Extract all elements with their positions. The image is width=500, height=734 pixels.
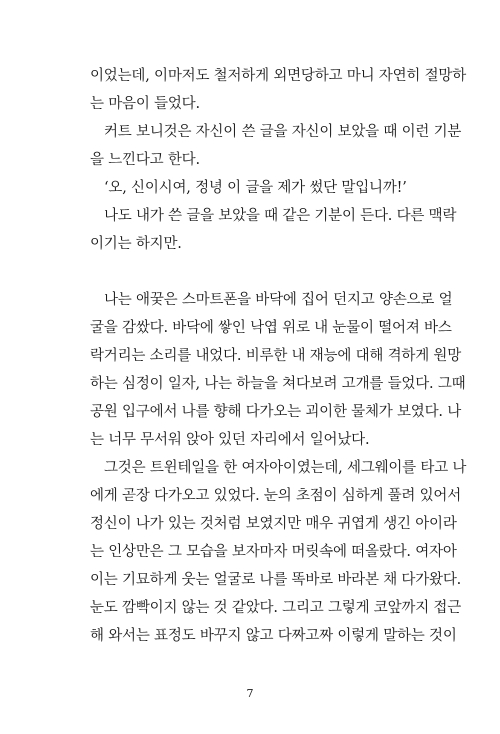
text-line: 는 마음이 들었다. xyxy=(90,96,200,112)
text-line: 나도 내가 쓴 글을 보았을 때 같은 기분이 든다. 다른 맥락 xyxy=(104,208,457,224)
text-line: 이었는데, 이마저도 철저하게 외면당하고 마니 자연히 절망하 xyxy=(90,68,467,84)
text-line: 을 느낀다고 한다. xyxy=(90,152,200,168)
text-line: 는 너무 무서워 앉아 있던 자리에서 일어났다. xyxy=(90,432,370,448)
text-line: 이는 기묘하게 웃는 얼굴로 나를 똑바로 바라본 채 다가왔다. xyxy=(90,572,462,588)
text-line: 굴을 감쌌다. 바닥에 쌓인 낙엽 위로 내 눈물이 떨어져 바스 xyxy=(90,320,452,336)
text-line: 정신이 나가 있는 것처럼 보였지만 매우 귀엽게 생긴 아이라 xyxy=(90,516,457,532)
page-number: 7 xyxy=(246,687,254,700)
text-line: 커트 보니것은 자신이 쓴 글을 자신이 보았을 때 이런 기분 xyxy=(104,124,462,140)
text-line: 공원 입구에서 나를 향해 다가오는 괴이한 물체가 보였다. 나 xyxy=(90,404,462,420)
text-line: 그것은 트윈테일을 한 여자아이였는데, 세그웨이를 타고 나 xyxy=(104,460,467,476)
text-line: 하는 심정이 일자, 나는 하늘을 쳐다보려 고개를 들었다. 그때 xyxy=(90,376,466,392)
text-line: ‘오, 신이시여, 정녕 이 글을 제가 썼단 말입니까!’ xyxy=(104,180,407,196)
text-line: 락거리는 소리를 내었다. 비루한 내 재능에 대해 격하게 원망 xyxy=(90,348,462,364)
text-line: 눈도 깜빡이지 않는 것 같았다. 그리고 그렇게 코앞까지 접근 xyxy=(90,600,462,616)
text-line: 에게 곧장 다가오고 있었다. 눈의 초점이 심하게 풀려 있어서 xyxy=(90,488,462,504)
text-line: 나는 애꿎은 스마트폰을 바닥에 집어 던지고 양손으로 얼 xyxy=(104,292,453,308)
text-line: 이기는 하지만. xyxy=(90,236,182,252)
text-line: 는 인상만은 그 모습을 보자마자 머릿속에 떠올랐다. 여자아 xyxy=(90,544,457,560)
text-line: 해 와서는 표정도 바꾸지 않고 다짜고짜 이렇게 말하는 것이 xyxy=(90,628,457,644)
